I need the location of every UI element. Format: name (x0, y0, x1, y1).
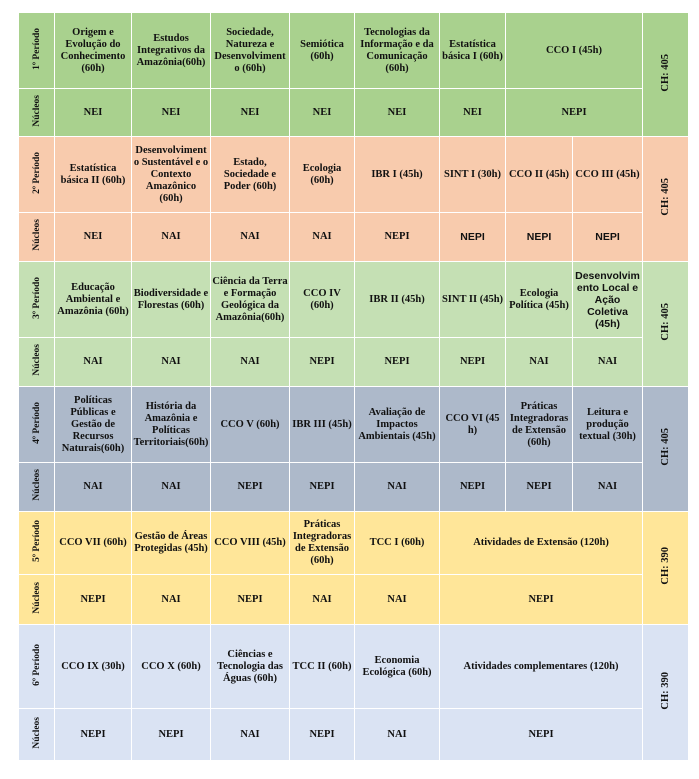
period-5-label: 5º Período (19, 512, 55, 575)
discipline-cell: Atividades de Extensão (120h) (440, 512, 643, 575)
discipline-cell: Desenvolvimento Sustentável e o Contexto Amazônico (60h) (132, 137, 211, 213)
nucleo-cell: NAI (55, 463, 132, 512)
discipline-cell: IBR I (45h) (355, 137, 440, 213)
period-4-nucleos-row (19, 463, 689, 512)
discipline-cell: CCO VI (45 h) (440, 387, 506, 463)
nucleos-label: Núcleos (19, 89, 55, 137)
discipline-cell: CCO X (60h) (132, 625, 211, 709)
nucleo-cell: NAI (506, 338, 573, 387)
discipline-cell: Estatística básica I (60h) (440, 13, 506, 89)
nucleo-cell: NEPI (355, 338, 440, 387)
nucleo-cell: NEPI (506, 463, 573, 512)
nucleo-cell: NAI (290, 575, 355, 625)
discipline-cell: Ecologia (60h) (290, 137, 355, 213)
nucleo-cell: NEPI (506, 213, 573, 262)
period-1-disciplines-row (19, 13, 689, 89)
nucleo-cell: NAI (132, 463, 211, 512)
nucleo-cell: NAI (55, 338, 132, 387)
period-6-label: 6º Período (19, 625, 55, 709)
nucleo-cell: NEPI (55, 575, 132, 625)
period-3-workload: CH: 405 (643, 262, 689, 387)
curriculum-grid (18, 12, 689, 761)
nucleo-cell: NEPI (211, 463, 290, 512)
nucleo-cell: NEI (211, 89, 290, 137)
nucleo-cell: NAI (355, 709, 440, 761)
period-5-workload: CH: 390 (643, 512, 689, 625)
nucleo-cell: NEI (355, 89, 440, 137)
nucleos-label: Núcleos (19, 463, 55, 512)
discipline-cell: Estatística básica II (60h) (55, 137, 132, 213)
period-3-disciplines-row (19, 262, 689, 338)
discipline-cell: História da Amazônia e Políticas Territoriais(60h) (132, 387, 211, 463)
discipline-cell: Estudos Integrativos da Amazônia(60h) (132, 13, 211, 89)
discipline-cell: Leitura e produção textual (30h) (573, 387, 643, 463)
discipline-cell: Atividades complementares (120h) (440, 625, 643, 709)
discipline-cell: CCO IV (60h) (290, 262, 355, 338)
nucleos-label: Núcleos (19, 213, 55, 262)
period-5-nucleos-row (19, 575, 689, 625)
period-6-disciplines-row (19, 625, 689, 709)
discipline-cell: CCO VIII (45h) (211, 512, 290, 575)
nucleo-cell: NEI (440, 89, 506, 137)
discipline-cell: Gestão de Áreas Protegidas (45h) (132, 512, 211, 575)
nucleo-cell: NAI (132, 213, 211, 262)
period-1-workload: CH: 405 (643, 13, 689, 137)
nucleo-cell: NEPI (440, 709, 643, 761)
period-4-workload: CH: 405 (643, 387, 689, 512)
discipline-cell: Práticas Integradoras de Extensão (60h) (506, 387, 573, 463)
discipline-cell: TCC I (60h) (355, 512, 440, 575)
nucleo-cell: NAI (211, 213, 290, 262)
period-1-label: 1º Período (19, 13, 55, 89)
nucleos-label: Núcleos (19, 709, 55, 761)
discipline-cell: CCO VII (60h) (55, 512, 132, 575)
period-3-nucleos-row (19, 338, 689, 387)
nucleo-cell: NEPI (290, 463, 355, 512)
discipline-cell: Ecologia Política (45h) (506, 262, 573, 338)
discipline-cell: Políticas Públicas e Gestão de Recursos Naturais(60h) (55, 387, 132, 463)
period-3-label: 3º Período (19, 262, 55, 338)
nucleo-cell: NEPI (573, 213, 643, 262)
nucleo-cell: NAI (355, 575, 440, 625)
nucleo-cell: NEI (132, 89, 211, 137)
discipline-cell: IBR II (45h) (355, 262, 440, 338)
period-6-workload: CH: 390 (643, 625, 689, 761)
discipline-cell: Desenvolvimento Local e Ação Coletiva (45h) (573, 262, 643, 338)
period-4-disciplines-row (19, 387, 689, 463)
period-2-disciplines-row (19, 137, 689, 213)
discipline-cell: SINT II (45h) (440, 262, 506, 338)
nucleo-cell: NAI (211, 709, 290, 761)
nucleo-cell: NAI (290, 213, 355, 262)
nucleo-cell: NAI (132, 338, 211, 387)
nucleo-cell: NAI (211, 338, 290, 387)
nucleo-cell: NAI (573, 338, 643, 387)
period-2-workload: CH: 405 (643, 137, 689, 262)
nucleo-cell: NEI (290, 89, 355, 137)
discipline-cell: Estado, Sociedade e Poder (60h) (211, 137, 290, 213)
discipline-cell: CCO I (45h) (506, 13, 643, 89)
nucleo-cell: NAI (132, 575, 211, 625)
nucleos-label: Núcleos (19, 338, 55, 387)
nucleos-label: Núcleos (19, 575, 55, 625)
nucleo-cell: NEPI (440, 213, 506, 262)
discipline-cell: Ciências e Tecnologia das Águas (60h) (211, 625, 290, 709)
nucleo-cell: NEPI (132, 709, 211, 761)
discipline-cell: Práticas Integradoras de Extensão (60h) (290, 512, 355, 575)
nucleo-cell: NEI (55, 213, 132, 262)
discipline-cell: Tecnologias da Informação e da Comunicação (60h) (355, 13, 440, 89)
discipline-cell: Origem e Evolução do Conhecimento (60h) (55, 13, 132, 89)
nucleo-cell: NEPI (440, 575, 643, 625)
discipline-cell: Sociedade, Natureza e Desenvolvimento (60h) (211, 13, 290, 89)
period-2-nucleos-row (19, 213, 689, 262)
discipline-cell: SINT I (30h) (440, 137, 506, 213)
nucleo-cell: NEPI (290, 338, 355, 387)
discipline-cell: Semiótica (60h) (290, 13, 355, 89)
nucleo-cell: NAI (573, 463, 643, 512)
period-2-label: 2º Período (19, 137, 55, 213)
discipline-cell: CCO III (45h) (573, 137, 643, 213)
nucleo-cell: NEPI (506, 89, 643, 137)
nucleo-cell: NEPI (290, 709, 355, 761)
discipline-cell: TCC II (60h) (290, 625, 355, 709)
discipline-cell: Avaliação de Impactos Ambientais (45h) (355, 387, 440, 463)
discipline-cell: Economia Ecológica (60h) (355, 625, 440, 709)
nucleo-cell: NEPI (440, 463, 506, 512)
period-4-label: 4º Período (19, 387, 55, 463)
discipline-cell: Ciência da Terra e Formação Geológica da Amazônia(60h) (211, 262, 290, 338)
nucleo-cell: NEPI (355, 213, 440, 262)
nucleo-cell: NEPI (211, 575, 290, 625)
discipline-cell: CCO IX (30h) (55, 625, 132, 709)
nucleo-cell: NEPI (55, 709, 132, 761)
nucleo-cell: NEPI (440, 338, 506, 387)
discipline-cell: Biodiversidade e Florestas (60h) (132, 262, 211, 338)
discipline-cell: IBR III (45h) (290, 387, 355, 463)
discipline-cell: CCO II (45h) (506, 137, 573, 213)
period-1-nucleos-row (19, 89, 689, 137)
period-6-nucleos-row (19, 709, 689, 761)
nucleo-cell: NAI (355, 463, 440, 512)
period-5-disciplines-row (19, 512, 689, 575)
discipline-cell: CCO V (60h) (211, 387, 290, 463)
nucleo-cell: NEI (55, 89, 132, 137)
discipline-cell: Educação Ambiental e Amazônia (60h) (55, 262, 132, 338)
